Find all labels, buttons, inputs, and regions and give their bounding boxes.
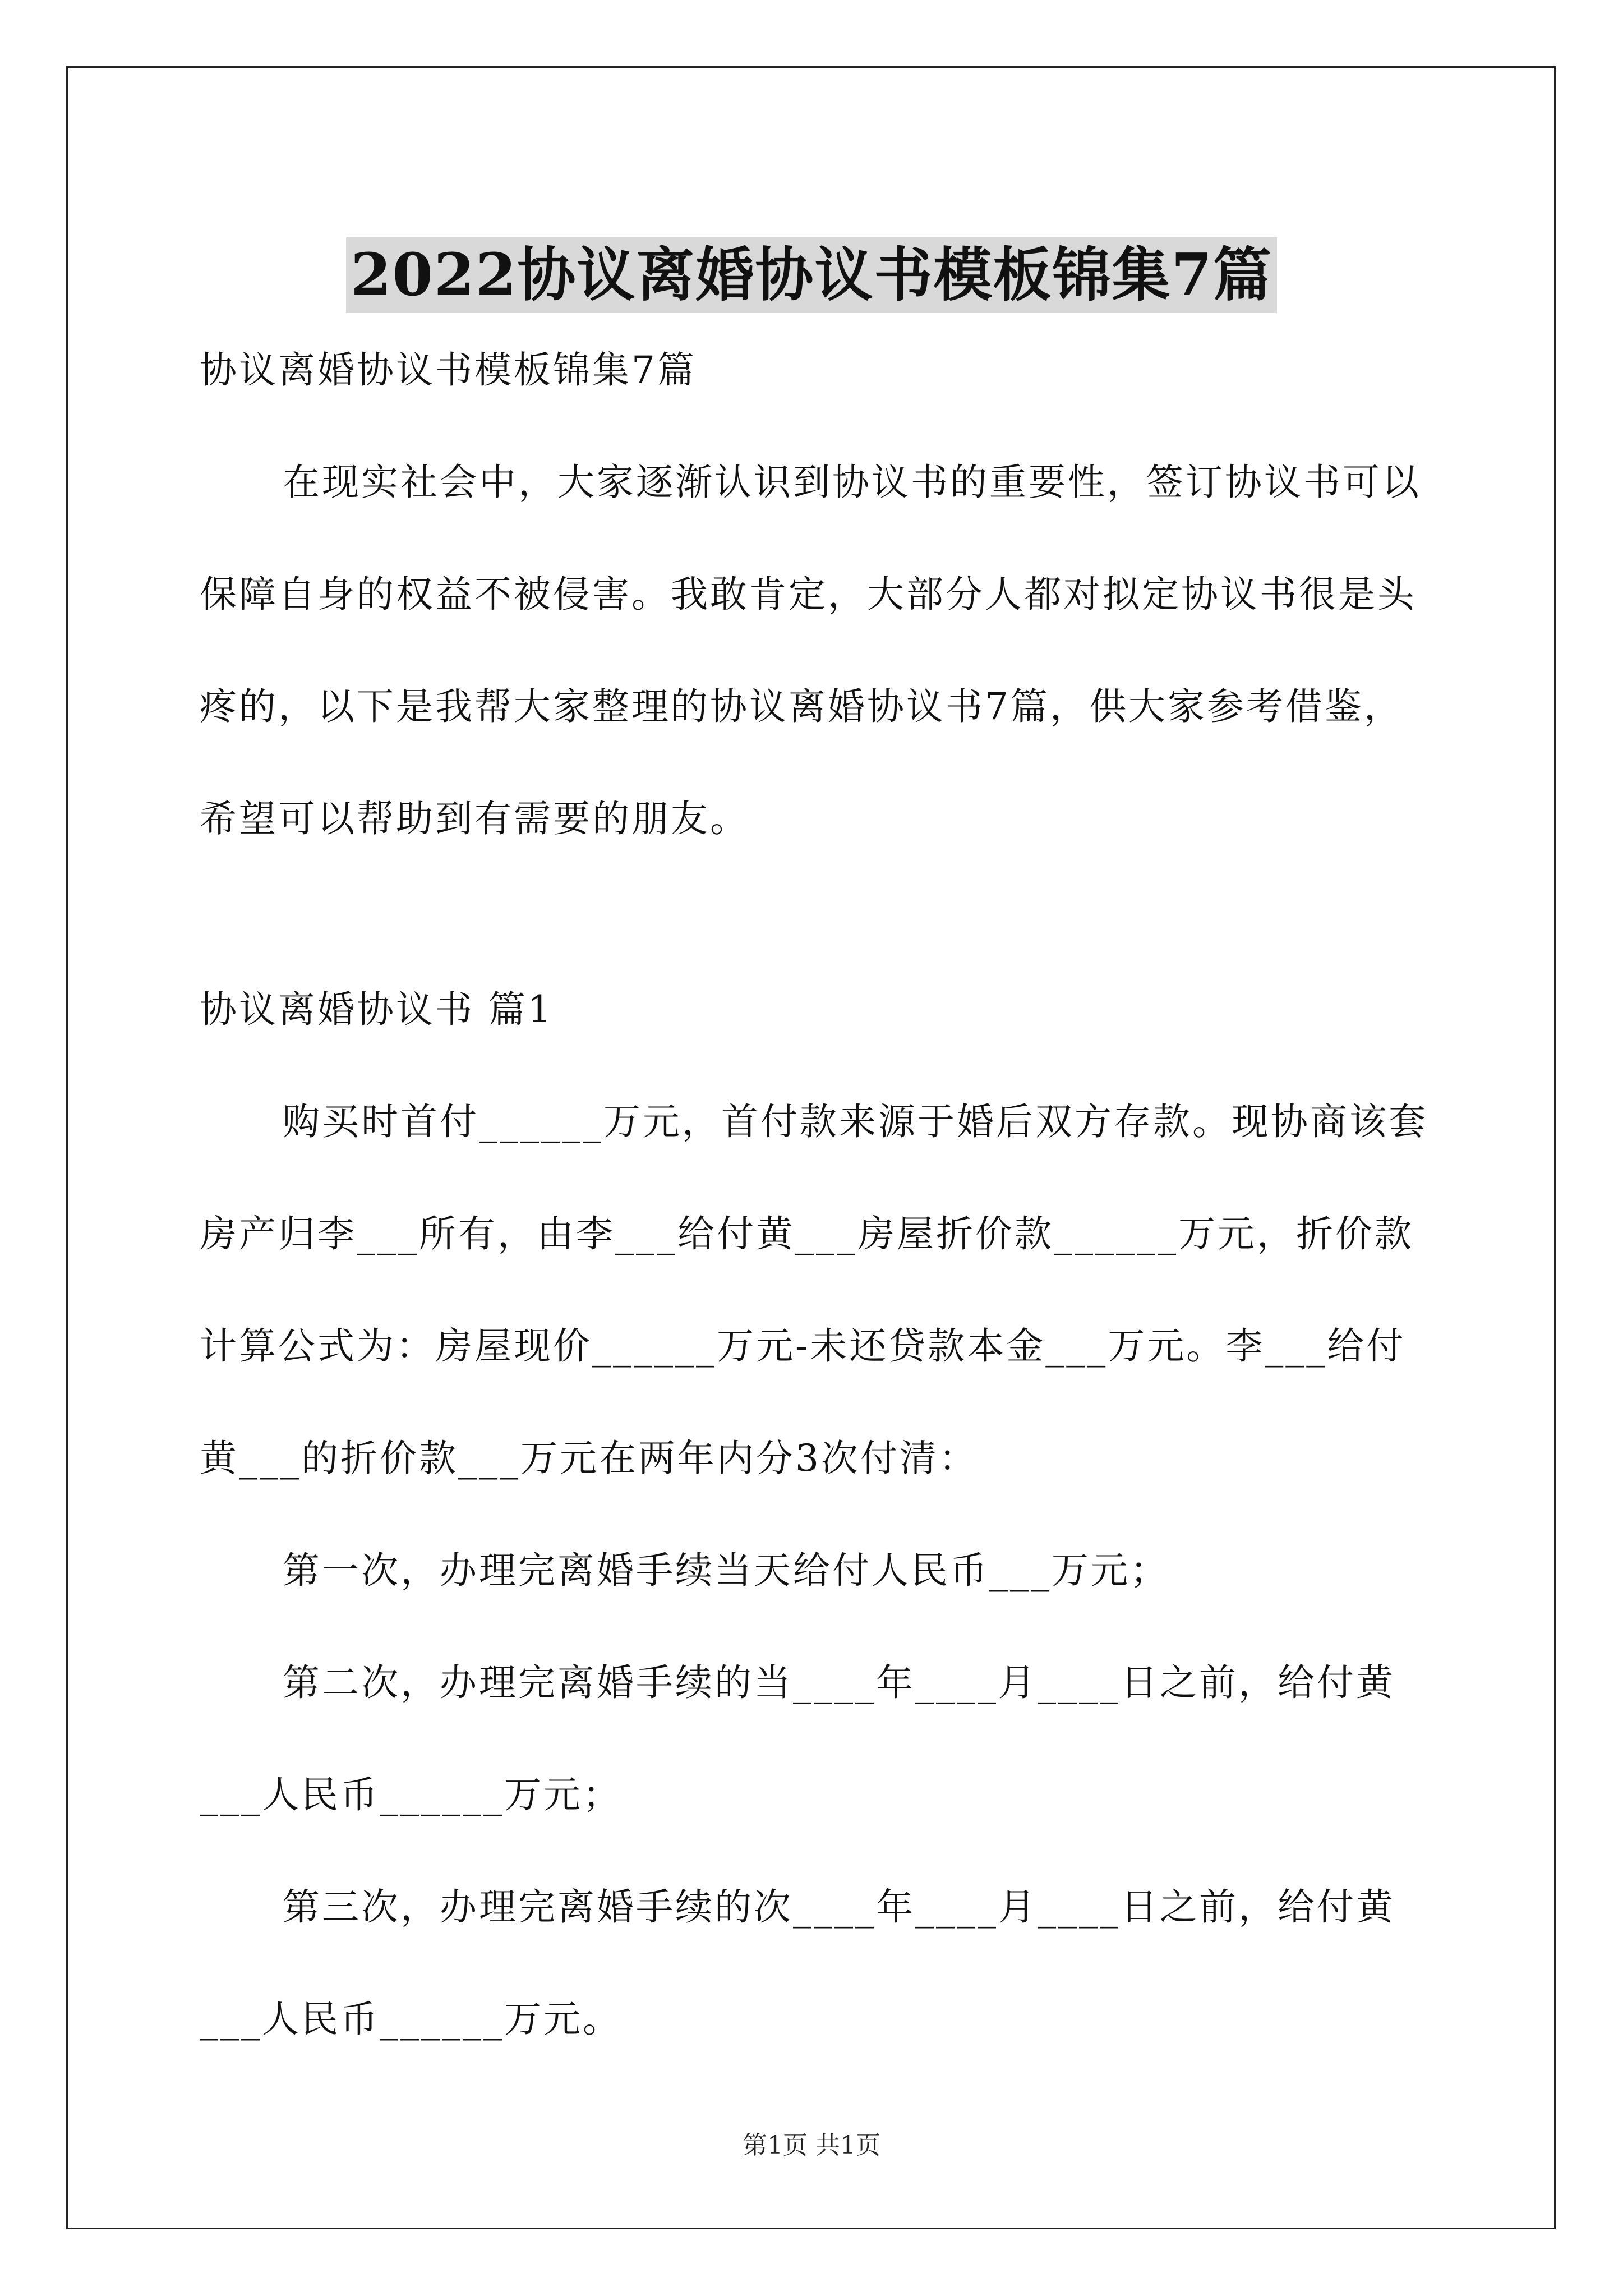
- body-paragraph-4: 第三次，办理完离婚手续的次____年____月____日之前，给付黄___人民币______万元。: [200, 1885, 1395, 2041]
- document-title: 2022协议离婚协议书模板锦集7篇: [346, 237, 1277, 313]
- body-paragraph-3: 第二次，办理完离婚手续的当____年____月____日之前，给付黄___人民币______万元；: [200, 1661, 1395, 1816]
- section-heading: 协议离婚协议书 篇1: [200, 988, 554, 1031]
- page-number: 第1页 共1页: [743, 2131, 880, 2160]
- body-paragraph-1: 购买时首付______万元，首付款来源于婚后双方存款。现协商该套房产归李___所有，由李___给付黄___房屋折价款______万元，折价款计算公式为：房屋现价______万元-未还贷款本金___万元。李___给付黄___的折价款___万元在两年内分3次付清：: [200, 1100, 1428, 1480]
- page-footer: [0, 2129, 1623, 2162]
- intro-paragraph: 在现实社会中，大家逐渐认识到协议书的重要性，签订协议书可以保障自身的权益不被侵害。我敢肯定，大部分人都对拟定协议书很是头疼的，以下是我帮大家整理的协议离婚协议书7篇，供大家参考借鉴，希望可以帮助到有需要的朋友。: [200, 461, 1421, 840]
- document-body: [200, 314, 1433, 2076]
- body-paragraph-2: 第一次，办理完离婚手续当天给付人民币___万元；: [283, 1549, 1169, 1592]
- section-gap: [200, 875, 1433, 954]
- document-subtitle: 协议离婚协议书模板锦集7篇: [200, 348, 697, 392]
